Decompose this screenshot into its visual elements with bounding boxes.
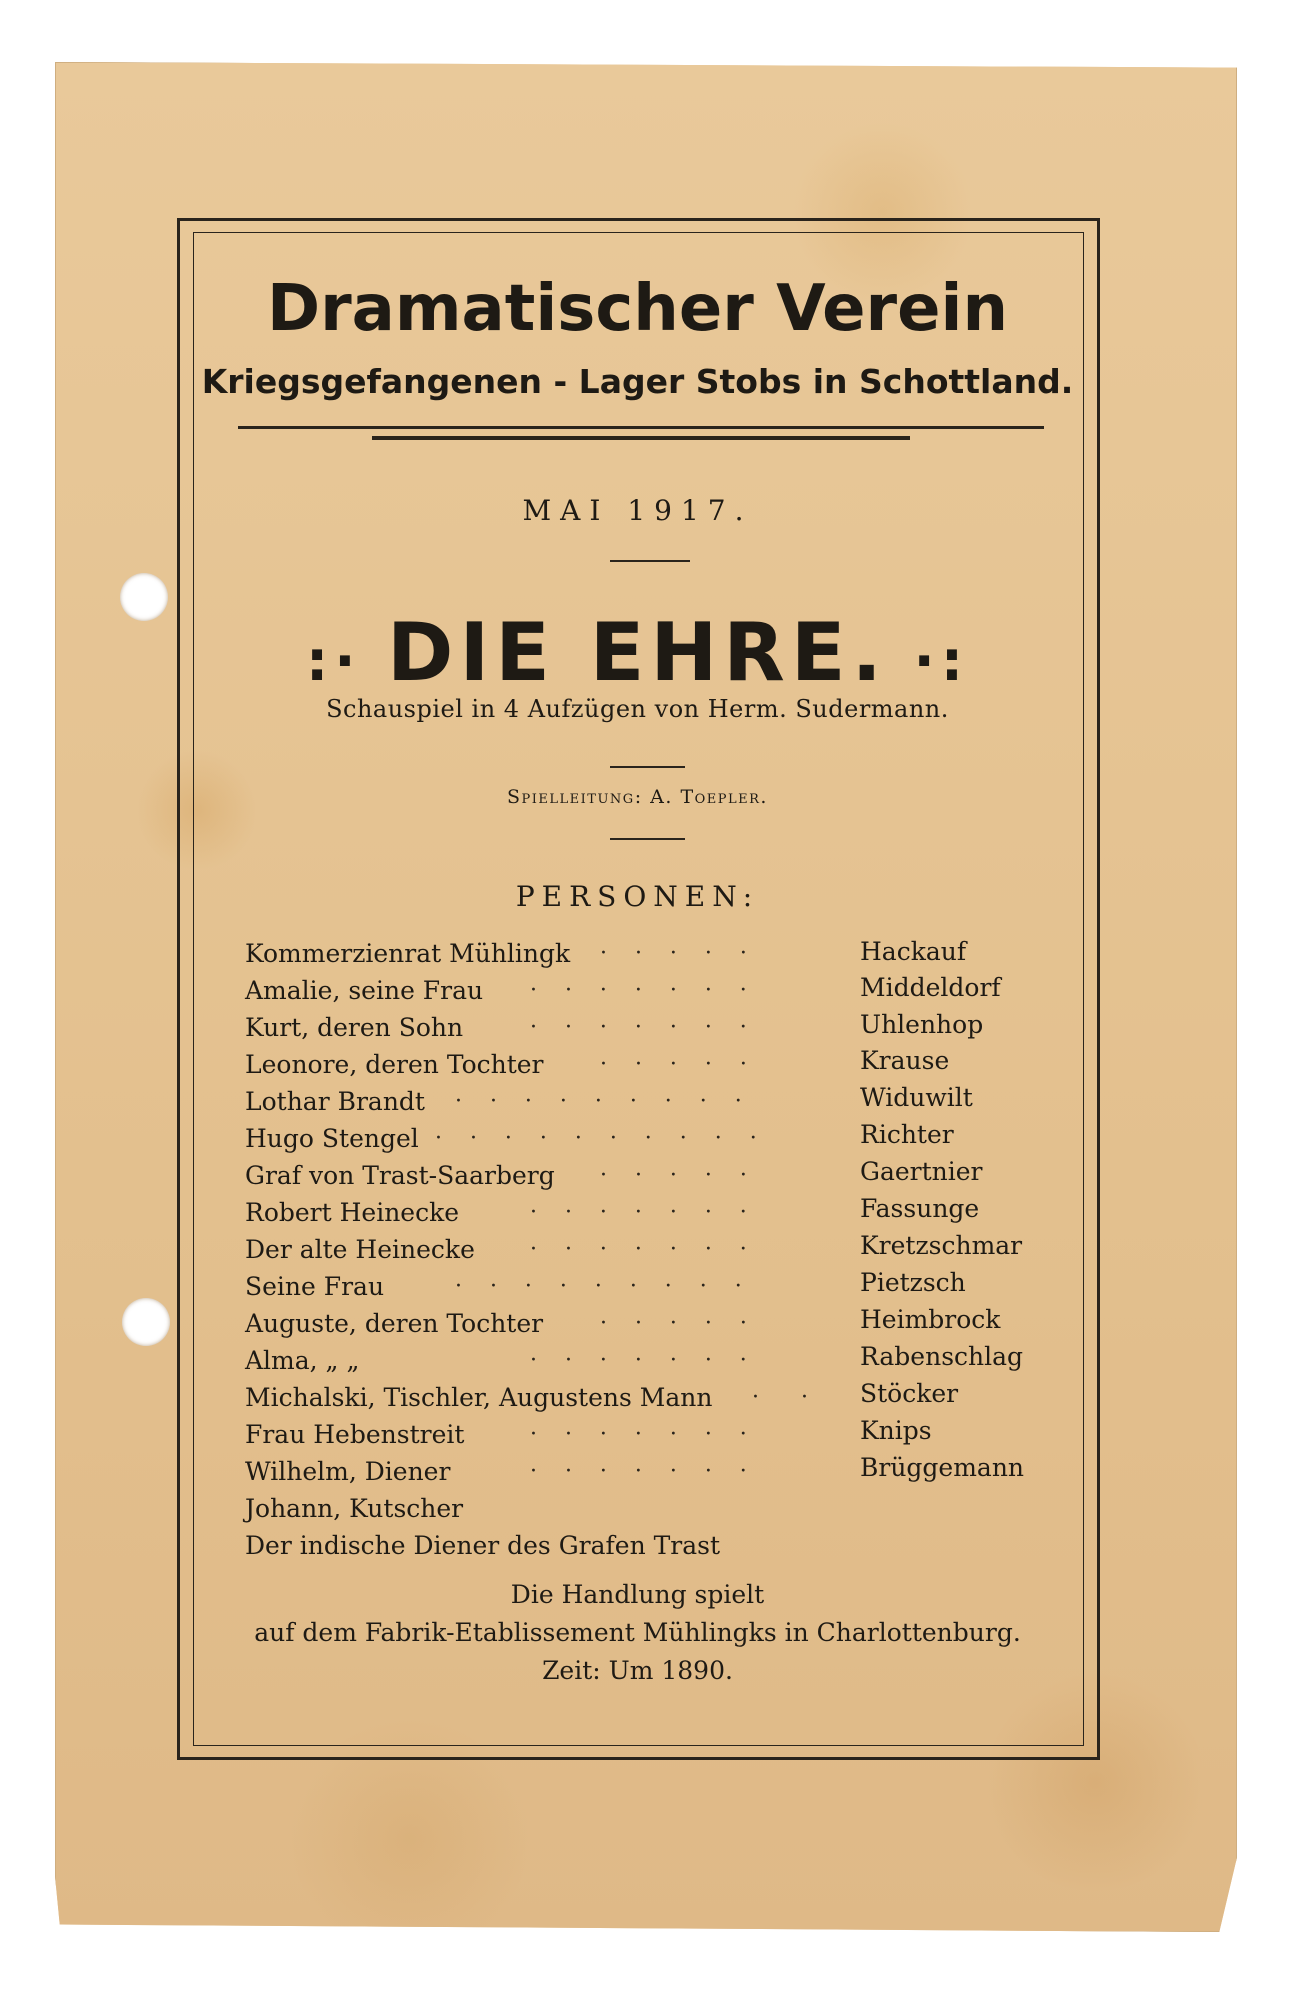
role-name: Wilhelm, Diener xyxy=(245,1457,451,1486)
actor-name: Hackauf xyxy=(860,937,967,966)
setting-line-1: Die Handlung spielt xyxy=(510,1580,765,1609)
dot-leader: · · · · · · · xyxy=(530,1015,747,1040)
dot-leader: · · xyxy=(752,1385,808,1410)
punch-hole xyxy=(120,573,168,621)
ornament-left: :· xyxy=(305,629,388,694)
actor-name: Widuwilt xyxy=(860,1083,973,1112)
header-rule xyxy=(238,426,1044,429)
dot-leader: · · · · · · · xyxy=(530,1459,747,1484)
divider xyxy=(610,560,690,562)
actor-name: Brüggemann xyxy=(860,1453,1025,1482)
role-name: Johann, Kutscher xyxy=(245,1494,464,1523)
actor-name: Middeldorf xyxy=(860,973,1001,1002)
dot-leader: · · · · · xyxy=(600,1052,747,1077)
role-name: Kurt, deren Sohn xyxy=(245,1013,464,1042)
role-name: Lothar Brandt xyxy=(245,1087,425,1116)
dot-leader: · · · · · · · xyxy=(530,1422,747,1447)
dot-leader: · · · · · · · · · · xyxy=(435,1126,757,1151)
actor-name: Richter xyxy=(860,1120,954,1149)
play-subtitle: Schauspiel in 4 Aufzügen von Herm. Sudermann. xyxy=(326,695,949,723)
role-name: Alma, „ „ xyxy=(245,1346,360,1375)
actor-name: Gaertnier xyxy=(860,1157,983,1186)
role-name: Der indische Diener des Grafen Trast xyxy=(245,1531,721,1560)
setting-line-2: auf dem Fabrik-Etablissement Mühlingks in Charlottenburg. xyxy=(254,1618,1021,1647)
time-period: Zeit: Um 1890. xyxy=(542,1656,733,1685)
actor-name: Pietzsch xyxy=(860,1268,966,1297)
role-name: Kommerzienrat Mühlingk xyxy=(245,939,571,968)
direction-credit: Spielleitung: A. Toepler. xyxy=(507,786,768,808)
dot-leader: · · · · · · · xyxy=(530,978,747,1003)
performance-date: MAI 1917. xyxy=(522,494,753,527)
camp-name: Kriegsgefangenen - Lager Stobs in Schottland. xyxy=(201,362,1074,401)
actor-name: Kretzschmar xyxy=(860,1231,1023,1260)
cast-heading: PERSONEN: xyxy=(515,880,760,913)
actor-name: Uhlenhop xyxy=(860,1010,984,1039)
dot-leader: · · · · · · · xyxy=(530,1237,747,1262)
role-name: Hugo Stengel xyxy=(245,1124,419,1153)
role-name: Auguste, deren Tochter xyxy=(245,1309,544,1338)
role-name: Michalski, Tischler, Augustens Mann xyxy=(245,1383,713,1412)
actor-name: Krause xyxy=(860,1046,950,1075)
play-title-row xyxy=(200,606,1075,699)
actor-name: Heimbrock xyxy=(860,1305,1001,1334)
ornament-right: ·: xyxy=(887,629,970,694)
role-name: Der alte Heinecke xyxy=(245,1235,475,1264)
actor-name: Rabenschlag xyxy=(860,1342,1024,1371)
divider xyxy=(610,766,685,768)
role-name: Frau Hebenstreit xyxy=(245,1420,465,1449)
dot-leader: · · · · · xyxy=(600,1163,747,1188)
role-name: Amalie, seine Frau xyxy=(245,976,484,1005)
play-title: DIE EHRE. xyxy=(387,606,888,699)
dot-leader: · · · · · · · xyxy=(530,1200,747,1225)
dot-leader: · · · · · · · · · xyxy=(455,1089,742,1114)
role-name: Graf von Trast-Saarberg xyxy=(245,1161,555,1190)
role-name: Seine Frau xyxy=(245,1272,385,1301)
dot-leader: · · · · · xyxy=(600,941,747,966)
dot-leader: · · · · · · · xyxy=(530,1348,747,1373)
actor-name: Fassunge xyxy=(860,1194,980,1223)
role-name: Robert Heinecke xyxy=(245,1198,460,1227)
dot-leader: · · · · · · · · · xyxy=(455,1274,742,1299)
header-rule-short xyxy=(372,436,910,440)
actor-name: Knips xyxy=(860,1416,932,1445)
punch-hole xyxy=(122,1298,170,1346)
dot-leader: · · · · · xyxy=(600,1311,747,1336)
actor-name: Stöcker xyxy=(860,1379,959,1408)
divider xyxy=(610,838,685,840)
role-name: Leonore, deren Tochter xyxy=(245,1050,544,1079)
society-name: Dramatischer Verein xyxy=(266,272,1009,346)
